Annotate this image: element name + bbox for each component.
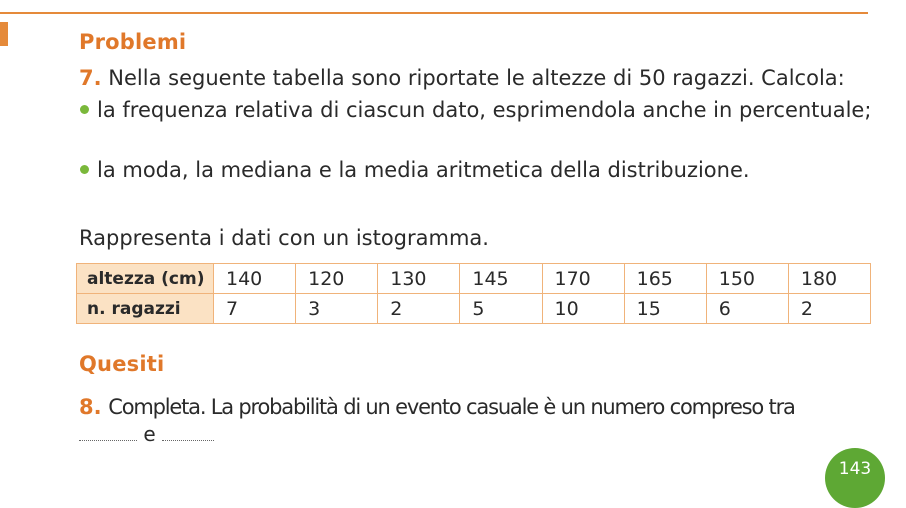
height-cell: 140 bbox=[214, 264, 296, 294]
histogram-instruction: Rappresenta i dati con un istogramma. bbox=[79, 226, 489, 250]
height-cell: 165 bbox=[624, 264, 706, 294]
problem-7-bullet-2 bbox=[80, 158, 750, 182]
question-8-answer-line bbox=[79, 422, 214, 446]
count-cell: 15 bbox=[624, 294, 706, 324]
height-cell: 170 bbox=[542, 264, 624, 294]
question-8-statement bbox=[79, 395, 795, 419]
top-rule bbox=[0, 12, 868, 14]
height-cell: 150 bbox=[706, 264, 788, 294]
problem-7-statement bbox=[79, 66, 845, 90]
count-cell: 5 bbox=[460, 294, 542, 324]
problem-7-text: Nella seguente tabella sono riportate le altezze di 50 ragazzi. Calcola: bbox=[108, 66, 845, 90]
row-header-counts: n. ragazzi bbox=[77, 294, 214, 324]
height-cell: 145 bbox=[460, 264, 542, 294]
bullet-dot-icon bbox=[80, 165, 89, 174]
count-cell: 3 bbox=[296, 294, 378, 324]
height-cell: 180 bbox=[788, 264, 870, 294]
count-cell: 7 bbox=[214, 294, 296, 324]
problem-7-bullet-1 bbox=[80, 98, 871, 122]
count-cell: 2 bbox=[788, 294, 870, 324]
answer-blank-1[interactable] bbox=[79, 439, 137, 441]
height-cell: 130 bbox=[378, 264, 460, 294]
heights-table bbox=[76, 263, 871, 324]
count-cell: 6 bbox=[706, 294, 788, 324]
question-8-text: Completa. La probabilità di un evento casuale è un numero compreso tra bbox=[108, 395, 795, 419]
bullet-2-text: la moda, la mediana e la media aritmetica della distribuzione. bbox=[97, 158, 750, 182]
count-cell: 2 bbox=[378, 294, 460, 324]
bullet-1-text: la frequenza relativa di ciascun dato, esprimendola anche in percentuale; bbox=[97, 98, 872, 122]
page-number-badge: 143 bbox=[825, 448, 885, 508]
bullet-dot-icon bbox=[80, 105, 89, 114]
table-row-counts bbox=[77, 294, 871, 324]
answer-connector: e bbox=[143, 422, 156, 446]
row-header-heights: altezza (cm) bbox=[77, 264, 214, 294]
question-8-number: 8. bbox=[79, 395, 102, 419]
answer-blank-2[interactable] bbox=[162, 439, 214, 441]
corner-tab bbox=[0, 22, 8, 46]
table-row-heights bbox=[77, 264, 871, 294]
height-cell: 120 bbox=[296, 264, 378, 294]
questions-heading: Quesiti bbox=[79, 352, 165, 376]
problem-7-number: 7. bbox=[79, 66, 102, 90]
problems-heading: Problemi bbox=[79, 30, 187, 54]
count-cell: 10 bbox=[542, 294, 624, 324]
